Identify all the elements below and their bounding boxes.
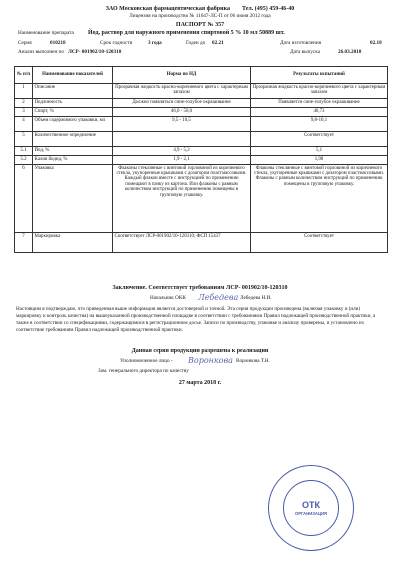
row-result: 1,98 bbox=[251, 156, 388, 165]
issue-date-label: Дата выпуска bbox=[290, 49, 320, 55]
row-norm: Должно появляться сине-голубое окрашивание bbox=[113, 99, 251, 108]
row-norm: Соответствует ЛСР-001902/10-120310; ФСП 15437 bbox=[113, 233, 251, 253]
row-result: 46,73 bbox=[251, 108, 388, 117]
company-name: ЗАО Московская фармацевтическая фабрика bbox=[105, 6, 230, 12]
passport-title bbox=[0, 22, 400, 28]
authorized-person-label: Уполномоченное лицо - bbox=[120, 358, 173, 364]
issue-date-value: 26.03.2018 bbox=[338, 49, 362, 55]
deputy-director-label: Зам. генерального директора по качеству bbox=[98, 368, 189, 374]
header-num: № п/п bbox=[15, 67, 33, 84]
row-num: 3 bbox=[15, 108, 33, 117]
analysis-label: Анализ выполнен по bbox=[18, 49, 64, 55]
row-num: 5 bbox=[15, 132, 33, 147]
authorized-person-signature: Воронкова bbox=[188, 356, 233, 365]
company-stamp bbox=[268, 465, 354, 551]
table-row bbox=[15, 84, 388, 99]
header-norm: Норма по НД bbox=[113, 67, 251, 84]
row-name: Упаковка bbox=[33, 165, 113, 233]
table-row bbox=[15, 156, 388, 165]
manufacture-date-value: 02.18 bbox=[370, 40, 382, 46]
row-num: 5.2 bbox=[15, 156, 33, 165]
row-norm: Прозрачная жидкость красно-коричневого цвета с характерным запахом bbox=[113, 84, 251, 99]
row-norm: 1,9 - 2,1 bbox=[113, 156, 251, 165]
row-result: Появляется сине-голубое окрашивание bbox=[251, 99, 388, 108]
authorized-person-name: Воронкова Т.Н. bbox=[236, 358, 270, 364]
release-title: Данная серия продукции разрешена к реализации bbox=[131, 348, 269, 354]
shelf-life-label: Срок годности bbox=[100, 40, 133, 46]
row-name: Спирт, % bbox=[33, 108, 113, 117]
header-result: Результаты испытаний bbox=[251, 67, 388, 84]
row-num: 1 bbox=[15, 84, 33, 99]
table-row bbox=[15, 165, 388, 233]
table-row bbox=[15, 99, 388, 108]
header-name: Наименование показателей bbox=[33, 67, 113, 84]
test-results-table bbox=[14, 66, 388, 253]
row-name: Маркировка bbox=[33, 233, 113, 253]
row-num: 7 bbox=[15, 233, 33, 253]
stamp-center-text: ОТК bbox=[302, 500, 320, 510]
okk-name: Лебедева Н.И. bbox=[240, 295, 272, 301]
row-name: Количественное определение bbox=[33, 132, 113, 147]
row-result: Соответствует bbox=[251, 132, 388, 147]
row-num: 5.1 bbox=[15, 147, 33, 156]
row-result: 9,8-10,1 bbox=[251, 117, 388, 132]
row-result: Прозрачная жидкость красно-коричневого цвета с характерным запахом bbox=[251, 84, 388, 99]
okk-label: Начальник ОКК bbox=[150, 295, 186, 301]
okk-signature: Лебедева bbox=[198, 293, 239, 302]
stamp-inner-ring bbox=[283, 480, 339, 536]
row-num: 4 bbox=[15, 117, 33, 132]
table-row bbox=[15, 108, 388, 117]
row-norm bbox=[113, 132, 251, 147]
row-result: Соответствует bbox=[251, 233, 388, 253]
table-row bbox=[15, 132, 388, 147]
row-num: 6 bbox=[15, 165, 33, 233]
shelf-life-value: 3 года bbox=[148, 40, 162, 46]
product-name-value: Йод, раствор для наружного применения спиртовой 5 % 10 мл 50889 шт. bbox=[88, 30, 285, 36]
analysis-value: ЛСР- 001902/10-120310 bbox=[68, 49, 122, 55]
manufacture-date-label: Дата изготовления bbox=[280, 40, 321, 46]
stamp-sub-text: ОРГАНИЗАЦИЯ bbox=[295, 511, 327, 516]
row-name: Подлинность bbox=[33, 99, 113, 108]
row-norm: 4,9 - 5,2 bbox=[113, 147, 251, 156]
table-row bbox=[15, 117, 388, 132]
conclusion-text: Заключение. Соответствует требованиям ЛСР- 001902/10-120310 bbox=[112, 285, 288, 291]
product-name-label: Наименование препарата bbox=[18, 30, 74, 36]
passport-number: 357 bbox=[215, 22, 225, 28]
row-num: 2 bbox=[15, 99, 33, 108]
release-date: 27 марта 2018 г. bbox=[178, 380, 222, 386]
table-row bbox=[15, 233, 388, 253]
row-name: Объем содержимого упаковки, мл bbox=[33, 117, 113, 132]
row-name: Описание bbox=[33, 84, 113, 99]
row-name: Йод, % bbox=[33, 147, 113, 156]
row-name: Калия йодид, % bbox=[33, 156, 113, 165]
series-label: Серия bbox=[18, 40, 32, 46]
passport-label: ПАСПОРТ № bbox=[175, 22, 214, 28]
table-row bbox=[15, 147, 388, 156]
row-norm: 9,5 - 10,5 bbox=[113, 117, 251, 132]
table-header-row bbox=[15, 67, 388, 84]
valid-until-value: 02.21 bbox=[212, 40, 224, 46]
valid-until-label: Годен до bbox=[186, 40, 206, 46]
company-header bbox=[0, 6, 400, 12]
statement-paragraph: Настоящим я подтверждаю, что приведенная выше информация является достоверной и точной. Эта серия продукции произведена (включая упаковку и (или) маркировку и контроль качества) на вышеуказанной производственной площадке в соответствии с требованиями Правил надлежащей производственной практики, а также в соответствии со спецификациями, содержащимися в регистрационном досье. Записи по производству, упаковке и анализу проверены, и установлено их соответствие требованиям Правил надлежащей производственной практики. bbox=[16, 306, 376, 333]
row-result: 5,1 bbox=[251, 147, 388, 156]
row-result: Флаконы стеклянные с винтовой горловиной из коричневого стекла, укупоренные крышками с дозатором пластмассовыми. Флаконы с равным количеством инструкций по применению помещены в групповую упаковку. bbox=[251, 165, 388, 233]
company-phone: Тел. (495) 459-46-40 bbox=[241, 6, 295, 12]
series-value: 010218 bbox=[50, 40, 66, 46]
row-norm: 46,0 - 50,0 bbox=[113, 108, 251, 117]
license-line: Лицензия на производство № 11647-ЛС-П от 06 июня 2012 года bbox=[129, 13, 271, 19]
row-norm: Флаконы стеклянные с винтовой горловиной из коричневого стекла, укупоренные крышками с дозатором пластмассовыми. Каждый флакон вместе с инструкцией по применению помещают в пачку из картона. Или флаконы с равным количеством инструкций по применению помещены в групповую упаковку. bbox=[113, 165, 251, 233]
